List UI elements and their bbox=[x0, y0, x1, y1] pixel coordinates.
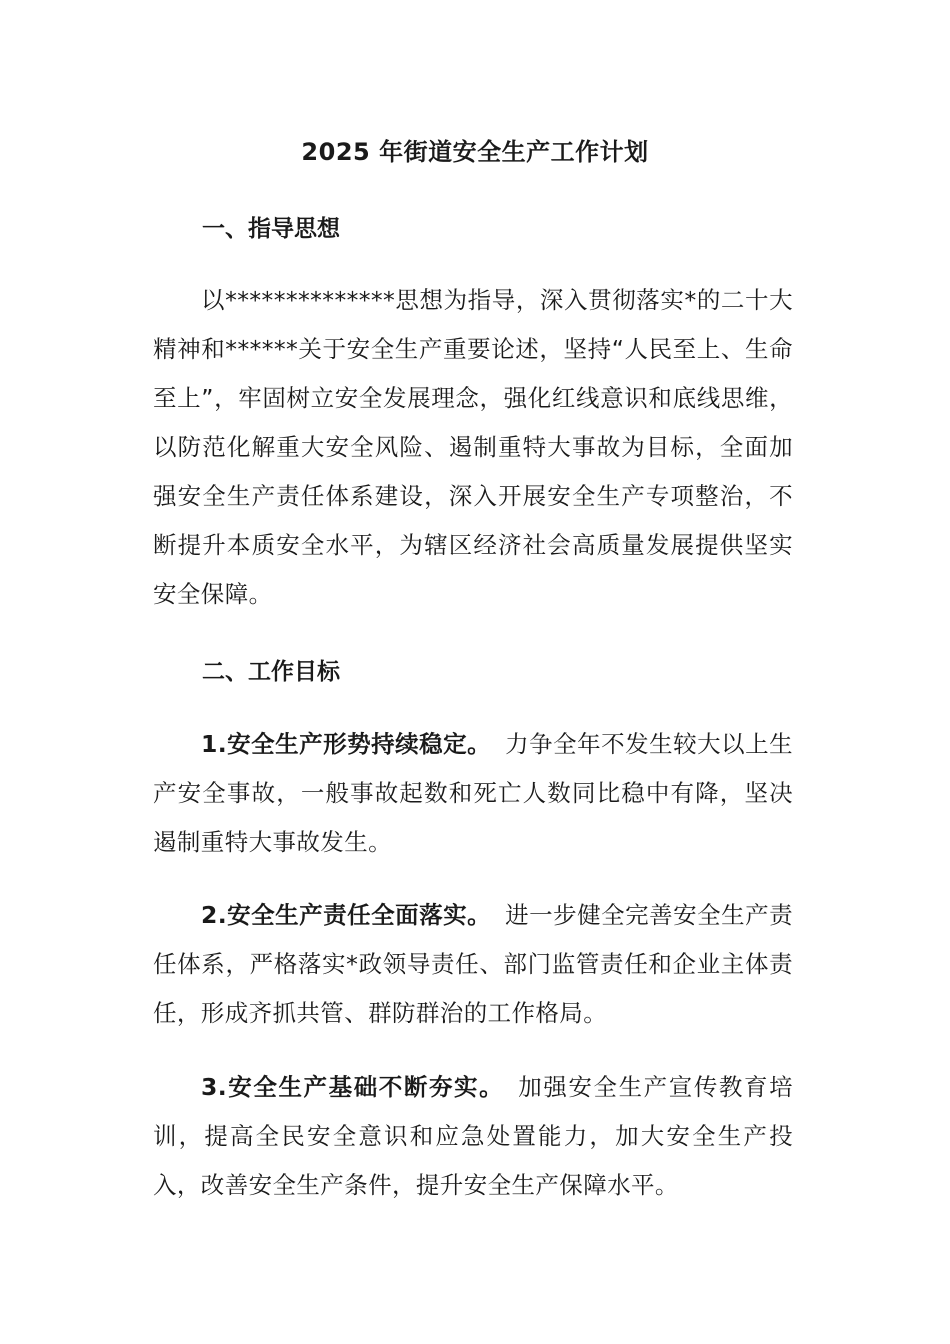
goal-item-2-text: 进一步健全完善安全生产责任体系，严格落实*政领导责任、部门监管责任和企业主体责任，形成齐抓共管、群防群治的工作格局。 bbox=[153, 901, 793, 1027]
goal-item-1-lead: 1.安全生产形势持续稳定。 bbox=[201, 730, 492, 758]
section-heading-guiding-ideology: 一、指导思想 bbox=[202, 216, 340, 242]
goal-item-3 bbox=[153, 1063, 793, 1210]
goal-item-2-lead: 2.安全生产责任全面落实。 bbox=[201, 901, 492, 929]
document-title: 2025 年街道安全生产工作计划 bbox=[301, 138, 649, 166]
goal-item-1 bbox=[153, 720, 793, 867]
goal-item-2 bbox=[153, 891, 793, 1038]
guiding-ideology-paragraph: 以**************思想为指导，深入贯彻落实*的二十大精神和******关于安全生产重要论述，坚持“人民至上、生命至上”，牢固树立安全发展理念，强化红线意识和底线思维，以防范化解重大安全风险、遏制重特大事故为目标，全面加强安全生产责任体系建设，深入开展安全生产专项整治，不断提升本质安全水平，为辖区经济社会高质量发展提供坚实安全保障。 bbox=[153, 286, 793, 608]
goal-item-1-text: 力争全年不发生较大以上生产安全事故，一般事故起数和死亡人数同比稳中有降，坚决遏制重特大事故发生。 bbox=[153, 730, 793, 856]
goal-item-3-lead: 3.安全生产基础不断夯实。 bbox=[201, 1073, 505, 1101]
goal-item-3-text: 加强安全生产宣传教育培训，提高全民安全意识和应急处置能力，加大安全生产投入，改善安全生产条件，提升安全生产保障水平。 bbox=[153, 1073, 794, 1199]
section-heading-work-goals: 二、工作目标 bbox=[202, 659, 340, 685]
